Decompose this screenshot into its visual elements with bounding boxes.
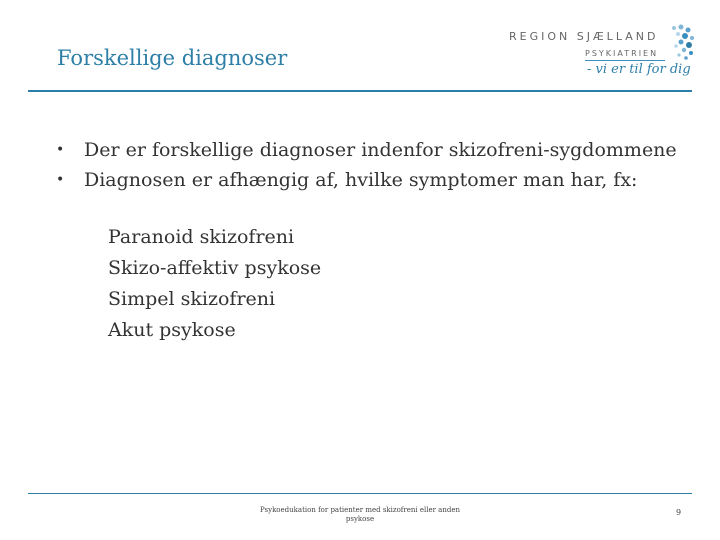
sub-bullet-item <box>84 253 696 284</box>
sub-bullet-item <box>84 222 696 253</box>
sub-bullet-text: Skizo-affektiv psykose <box>108 257 322 279</box>
logo-subtitle: PSYKIATRIEN <box>585 49 659 58</box>
slide-content <box>56 138 696 346</box>
bullet-item <box>56 138 696 162</box>
logo <box>505 22 695 92</box>
top-rule <box>28 90 692 92</box>
slide-title: Forskellige diagnoser <box>57 46 288 70</box>
logo-name: REGION SJÆLLAND <box>509 30 659 43</box>
logo-dots-icon <box>669 24 695 68</box>
bullet-icon: • <box>56 142 65 158</box>
bullet-text: Diagnosen er afhængig af, hvilke symptomer man har, fx: <box>84 169 638 191</box>
bullet-item <box>56 168 696 192</box>
sub-bullet-text: Paranoid skizofreni <box>108 226 295 248</box>
bullet-text: Der er forskellige diagnoser indenfor skizofreni-sygdommene <box>84 139 677 161</box>
page-number: 9 <box>676 508 682 517</box>
bottom-rule <box>28 493 692 494</box>
sub-bullet-text: Simpel skizofreni <box>108 288 276 310</box>
sub-bullet-item <box>84 315 696 346</box>
sub-bullet-list <box>56 222 696 346</box>
logo-tagline: - vi er til for dig <box>587 62 691 77</box>
sub-bullet-item <box>84 284 696 315</box>
footer-text: Psykoedukation for patienter med skizofreni eller anden psykose <box>260 506 460 523</box>
bullet-icon: • <box>56 172 65 188</box>
sub-bullet-text: Akut psykose <box>108 319 236 341</box>
logo-rule <box>585 60 665 61</box>
